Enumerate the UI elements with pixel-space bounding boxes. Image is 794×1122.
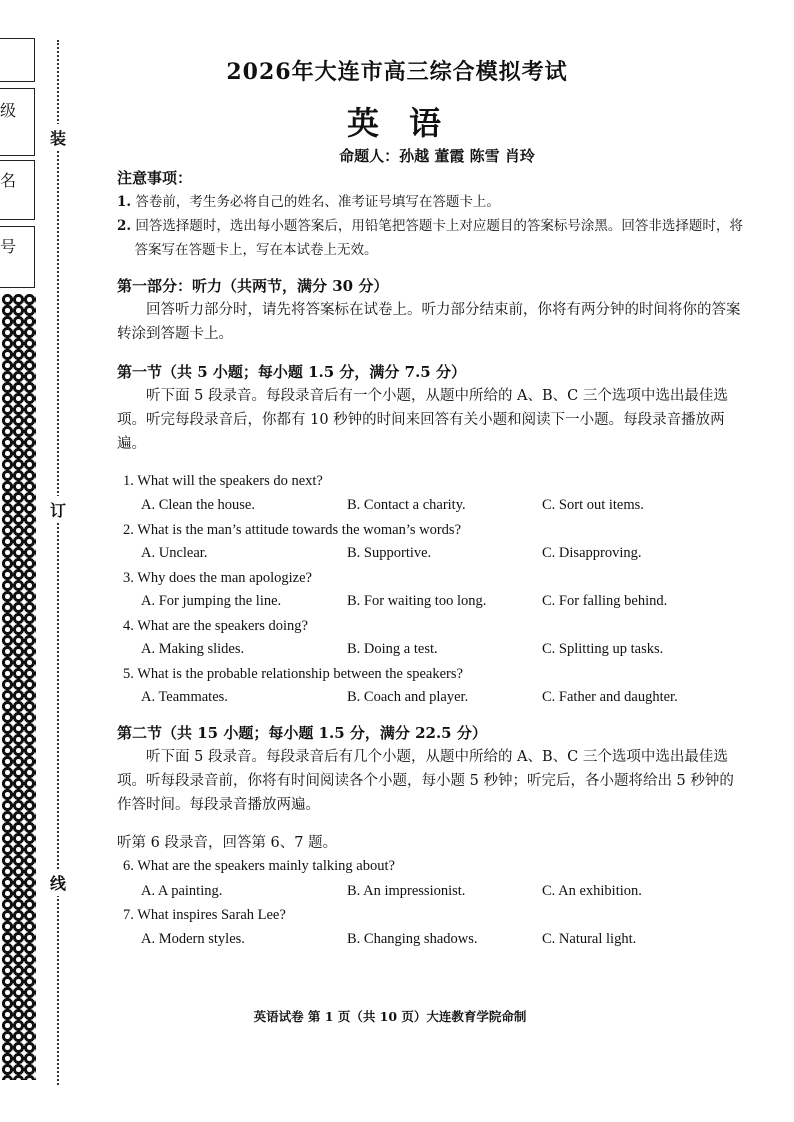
option-3c: C. For falling behind. [542,593,668,609]
option-5c: C. Father and daughter. [542,689,678,705]
section2-heading: 第二节（共 15 小题；每小题 1.5 分，满分 22.5 分） [117,724,487,742]
option-1a: A. Clean the house. [141,497,255,513]
bind-word-ding: 订 [50,496,66,523]
option-6a: A. A painting. [141,883,223,899]
question-6: 6. What are the speakers mainly talking about? [123,858,395,874]
notes-heading: 注意事项： [117,169,193,187]
notes-section [117,166,746,262]
exam-title: 2026年大连市高三综合模拟考试 [226,59,568,85]
option-7b: B. Changing shadows. [347,931,478,947]
section1-intro: 听下面 5 段录音。每段录音后有一个小题，从题中所给的 A、B、C 三个选项中选出最佳选项。听完每段录音后，你都有 10 秒钟的时间来回答有关小题和阅读下一小题。每段录音播放两遍。 [117,388,728,452]
note-item [117,214,746,262]
number-label: 号 [0,237,17,256]
part1-intro: 回答听力部分时，请先将答案标在试卷上。听力部分结束前，你将有两分钟的时间将你的答案转涂到答题卡上。 [117,302,741,342]
option-2b: B. Supportive. [347,545,432,561]
note-item [117,190,746,214]
note-number: 2. [117,218,132,234]
option-1c: C. Sort out items. [542,497,644,513]
option-3b: B. For waiting too long. [347,593,487,609]
section2 [117,721,746,817]
section1 [117,360,746,456]
decorative-border [2,294,36,1080]
option-6b: B. An impressionist. [347,883,466,899]
bind-word-zhuang: 装 [50,124,66,151]
option-1b: B. Contact a charity. [347,497,466,513]
part1-heading: 第一部分：听力（共两节，满分 30 分） [117,277,389,295]
option-3a: A. For jumping the line. [141,593,282,609]
section2-intro: 听下面 5 段录音。每段录音后有几个小题，从题中所给的 A、B、C 三个选项中选出最佳选项。听每段录音前，你将有时间阅读各个小题，每小题 5 秒钟；听完后，各小题将给出 5 秒钟的作答时间。每段录音播放两遍。 [117,749,734,813]
note-number: 1. [117,194,132,210]
option-7c: C. Natural light. [542,931,637,947]
option-4a: A. Making slides. [141,641,245,657]
name-label: 名 [0,171,17,190]
option-2a: A. Unclear. [141,545,208,561]
note-text: 答卷前，考生务必将自己的姓名、准考证号填写在答题卡上。 [135,194,500,210]
option-2c: C. Disapproving. [542,545,642,561]
option-4b: B. Doing a test. [347,641,438,657]
section1-heading: 第一节（共 5 小题；每小题 1.5 分，满分 7.5 分） [117,363,466,381]
page-footer: 英语试卷 第 1 页（共 10 页）大连教育学院命制 [253,1009,527,1024]
question-7: 7. What inspires Sarah Lee? [123,907,286,923]
option-4c: C. Splitting up tasks. [542,641,664,657]
question-5: 5. What is the probable relationship between the speakers? [123,666,463,682]
note-text: 回答选择题时，选出每小题答案后，用铅笔把答题卡上对应题目的答案标号涂黑。回答非选择题时，将答案写在答题卡上，写在本试卷上无效。 [134,218,743,258]
part1-section [117,274,746,346]
question-4: 4. What are the speakers doing? [123,618,308,634]
question-1: 1. What will the speakers do next? [123,473,323,489]
option-7a: A. Modern styles. [141,931,245,947]
class-label: 级 [0,101,17,120]
option-6c: C. An exhibition. [542,883,642,899]
question-3: 3. Why does the man apologize? [123,570,312,586]
binding-dotted-line [57,40,59,1085]
authors-line: 命题人：孙越 董霞 陈雪 肖玲 [339,147,535,165]
subject-title: 英语 [346,104,471,142]
option-5a: A. Teammates. [141,689,228,705]
option-5b: B. Coach and player. [347,689,469,705]
question-2: 2. What is the man’s attitude towards the woman’s words? [123,522,462,538]
passage6-instruction: 听第 6 段录音，回答第 6、7 题。 [117,835,338,851]
bind-word-xian: 线 [50,869,66,896]
